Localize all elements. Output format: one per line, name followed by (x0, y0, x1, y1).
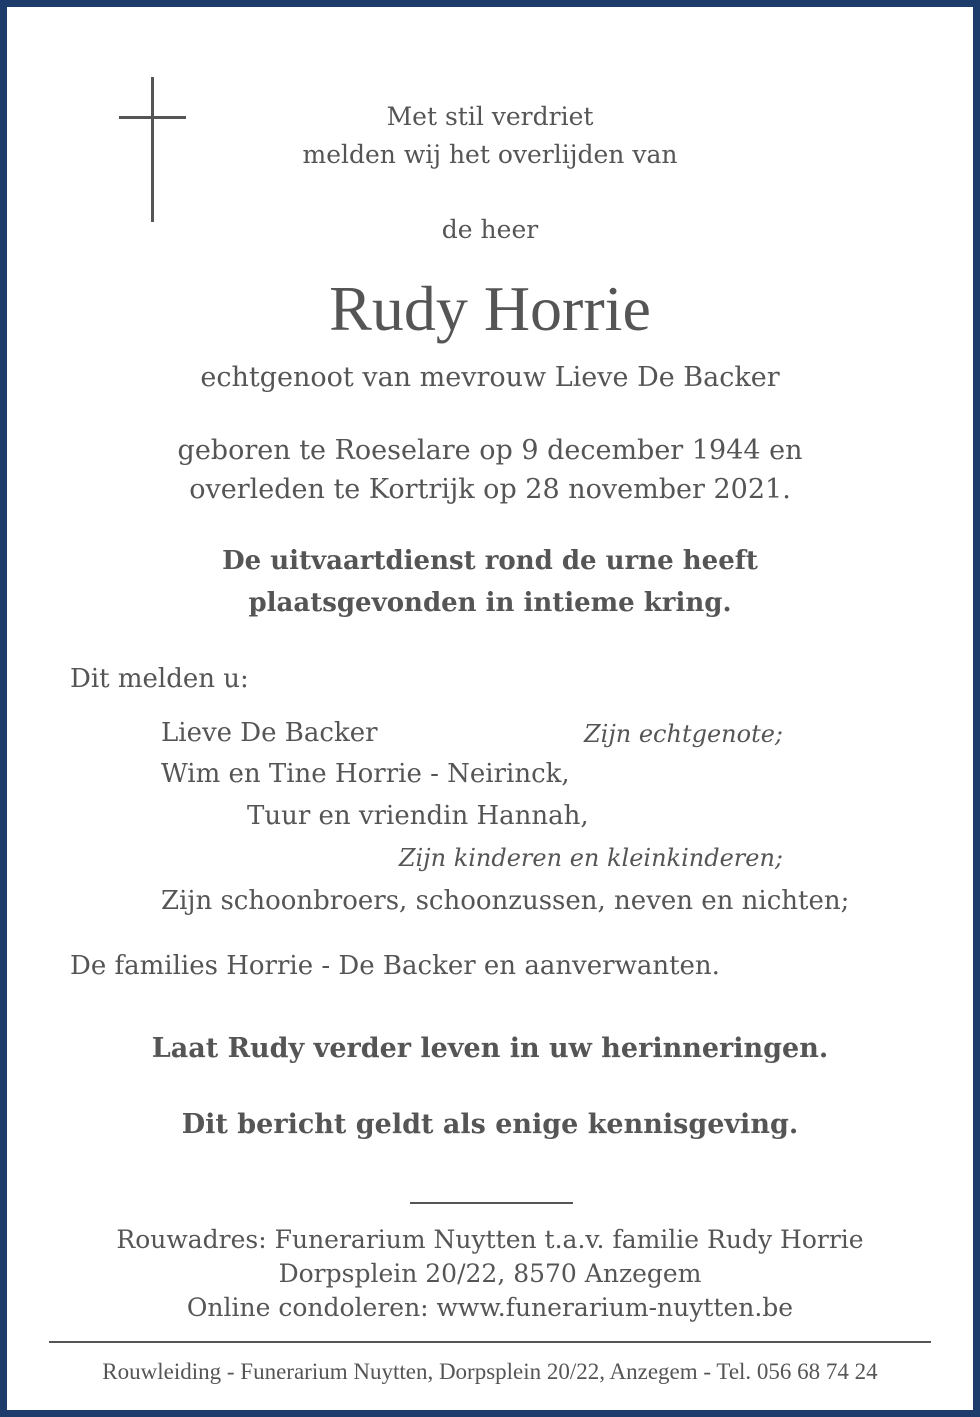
address-line-2: Dorpsplein 20/22, 8570 Anzegem (278, 1259, 702, 1288)
grandchildren-line: Tuur en vriendin Hannah, (247, 801, 589, 831)
intro-line-2: melden wij het overlijden van (302, 140, 678, 169)
families-line: De families Horrie - De Backer en aanverwanten. (70, 951, 720, 981)
birth-line: geboren te Roeselare op 9 december 1944 en (177, 435, 803, 466)
in-laws-line: Zijn schoonbroers, schoonzussen, neven en nichten; (161, 886, 850, 916)
funeral-director-footer: Rouwleiding - Funerarium Nuytten, Dorpsplein 20/22, Anzegem - Tel. 056 68 74 24 (102, 1359, 878, 1384)
announcers-heading: Dit melden u: (70, 664, 249, 694)
service-line-2: plaatsgevonden in intieme kring. (248, 588, 732, 618)
spouse-name: Lieve De Backer (161, 718, 378, 748)
intro-line-1: Met stil verdriet (386, 102, 594, 131)
children-line: Wim en Tine Horrie - Neirinck, (161, 759, 570, 789)
address-line-1: Rouwadres: Funerarium Nuytten t.a.v. familie Rudy Horrie (116, 1225, 864, 1254)
divider-short (410, 1202, 573, 1204)
spouse-role: Zijn echtgenote; (583, 720, 783, 748)
deceased-name: Rudy Horrie (329, 273, 651, 344)
divider-long (49, 1341, 931, 1343)
online-condolence: Online condoleren: www.funerarium-nuytten.be (186, 1293, 794, 1322)
spouse-line: echtgenoot van mevrouw Lieve De Backer (200, 362, 780, 393)
notice-line: Dit bericht geldt als enige kennisgeving. (181, 1109, 799, 1140)
remember-line: Laat Rudy verder leven in uw herinneringen. (151, 1033, 829, 1064)
children-role: Zijn kinderen en kleinkinderen; (398, 844, 783, 872)
honorific: de heer (441, 215, 539, 244)
service-line-1: De uitvaartdienst rond de urne heeft (222, 546, 758, 576)
death-line: overleden te Kortrijk op 28 november 2021. (189, 474, 791, 505)
